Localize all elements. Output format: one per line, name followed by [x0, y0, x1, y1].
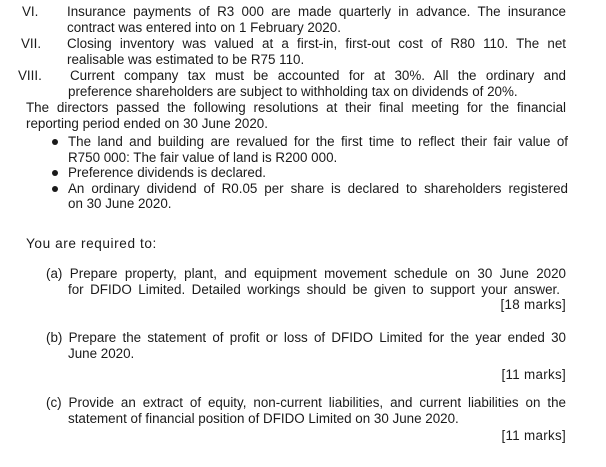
list-item-line: on 30 June 2020.: [68, 196, 172, 211]
resolutions-intro: [26, 100, 566, 131]
question-line: (c) Provide an extract of equity, non-current liabilities, and current liabilities on the: [46, 395, 566, 410]
list-item-line: An ordinary dividend of R0.05 per share is declared to shareholders registered: [68, 180, 568, 196]
question-c: [46, 395, 566, 444]
item-text-line: realisable was estimated to be R75 110.: [67, 51, 305, 67]
bullet-icon: [52, 186, 58, 192]
list-item-line: R750 000: The fair value of land is R200 000.: [68, 149, 338, 165]
list-item-line: Preference dividends is declared.: [68, 165, 266, 180]
resolutions-list: [48, 134, 568, 212]
question-marks: [11 marks]: [501, 367, 566, 382]
item-text-line: Insurance payments of R3 000 are made quarterly in advance. The insurance: [67, 4, 566, 19]
item-number: VIII.: [18, 68, 42, 83]
list-item-line: The land and building are revalued for the first time to reflect their fair value of: [68, 134, 568, 149]
item-number: VI.: [22, 4, 39, 19]
question-line: (a) Prepare property, plant, and equipment movement schedule on 30 June 2020: [46, 266, 566, 281]
question-marks: [11 marks]: [501, 428, 566, 443]
question-line: June 2020.: [68, 345, 135, 361]
intro-line: reporting period ended on 30 June 2020.: [26, 115, 268, 131]
list-item: [48, 134, 568, 165]
list-item: [48, 165, 568, 181]
item-text-line: preference shareholders are subject to withholding tax on dividends of 20%.: [68, 83, 518, 99]
question-b: [46, 330, 566, 383]
bullet-icon: [52, 139, 58, 145]
intro-line: The directors passed the following resolutions at their final meeting for the financial: [26, 100, 566, 115]
question-line: for DFIDO Limited. Detailed workings should be given to support your answer.: [68, 281, 560, 297]
bullet-icon: [52, 170, 58, 176]
item-number: VII.: [21, 36, 42, 51]
required-heading: You are required to:: [26, 236, 157, 251]
question-a: [46, 266, 566, 313]
question-marks: [18 marks]: [500, 297, 566, 312]
question-line: (b) Prepare the statement of profit or loss of DFIDO Limited for the year ended 30: [46, 330, 566, 345]
question-line: statement of financial position of DFIDO Limited on 30 June 2020.: [68, 410, 459, 426]
item-text-line: Closing inventory was valued at a first-in, first-out cost of R80 110. The net: [67, 36, 566, 51]
item-text-line: Current company tax must be accounted for at 30%. All the ordinary and: [70, 68, 566, 83]
item-text-line: contract was entered into on 1 February 2020.: [67, 19, 341, 35]
list-item: [48, 181, 568, 212]
